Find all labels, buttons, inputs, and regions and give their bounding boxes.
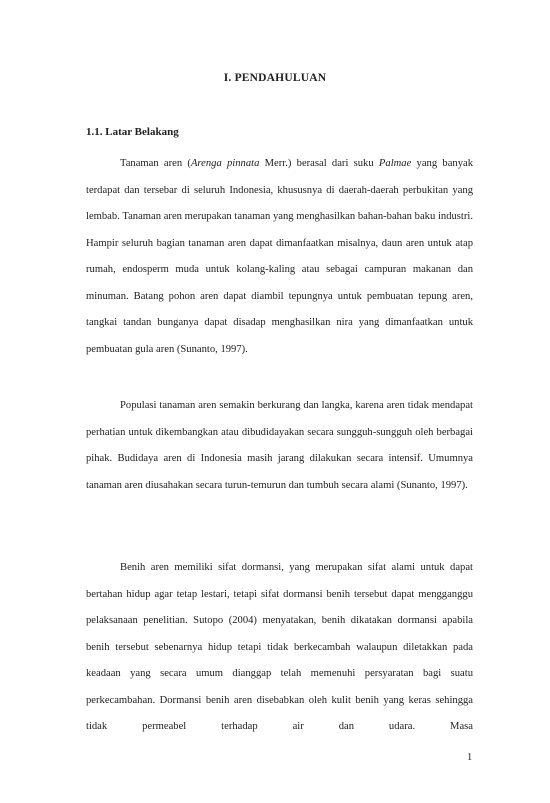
paragraph-1	[86, 151, 473, 363]
p1-text-1: Tanaman aren (	[120, 158, 191, 169]
p1-text-3: yang banyak terdapat dan tersebar di seluruh Indonesia, khususnya di daerah-daerah perbukitan yang lembab. Tanaman aren merupakan tanaman yang menghasilkan bahan-bahan baku industri. Hampir seluruh bagian tanaman aren dapat dimanfaatkan misalnya, daun aren untuk atap rumah, endosperm muda untuk kolang-kaling atau sebagai campuran makanan dan minuman. Batang pohon aren dapat diambil tepungnya untuk pembuatan tepung aren, tangkai tandan bunganya dapat disadap menghasilkan nira yang dimanfaatkan untuk pembuatan gula aren (Sunanto, 1997).	[86, 158, 473, 355]
section-heading: 1.1. Latar Belakang	[86, 126, 179, 138]
paragraph-3	[86, 555, 473, 741]
p1-family-name: Palmae	[378, 158, 412, 169]
p2-text: Populasi tanaman aren semakin berkurang dan langka, karena aren tidak mendapat perhatian untuk dikembangkan atau dibudidayakan secara sungguh-sungguh oleh berbagai pihak. Budidaya aren di Indonesia masih jarang dilakukan secara intensif. Umumnya tanaman aren diusahakan secara turun-temurun dan tumbuh secara alami (Sunanto, 1997).	[86, 400, 473, 491]
chapter-title: I. PENDAHULUAN	[223, 72, 327, 84]
p1-species-name: Arenga pinnata	[190, 158, 260, 169]
paragraph-2	[86, 393, 473, 499]
p3-text: Benih aren memiliki sifat dormansi, yang merupakan sifat alami untuk dapat bertahan hidup agar tetap lestari, tetapi sifat dormansi benih tersebut dapat mengganggu pelaksanaan penelitian. Sutopo (2004) menyatakan, benih dikatakan dormansi apabila benih tersebut sebenarnya hidup tetapi tidak berkecambah walaupun diletakkan pada keadaan yang secara umum dianggap telah memenuhi persyaratan bagi suatu perkecambahan. Dormansi benih aren disebabkan oleh kulit benih yang keras sehingga tidak permeabel terhadap air dan udara. Masa	[86, 562, 473, 732]
p1-text-2: Merr.) berasal dari suku	[259, 158, 379, 169]
page-number: 1	[467, 752, 473, 763]
